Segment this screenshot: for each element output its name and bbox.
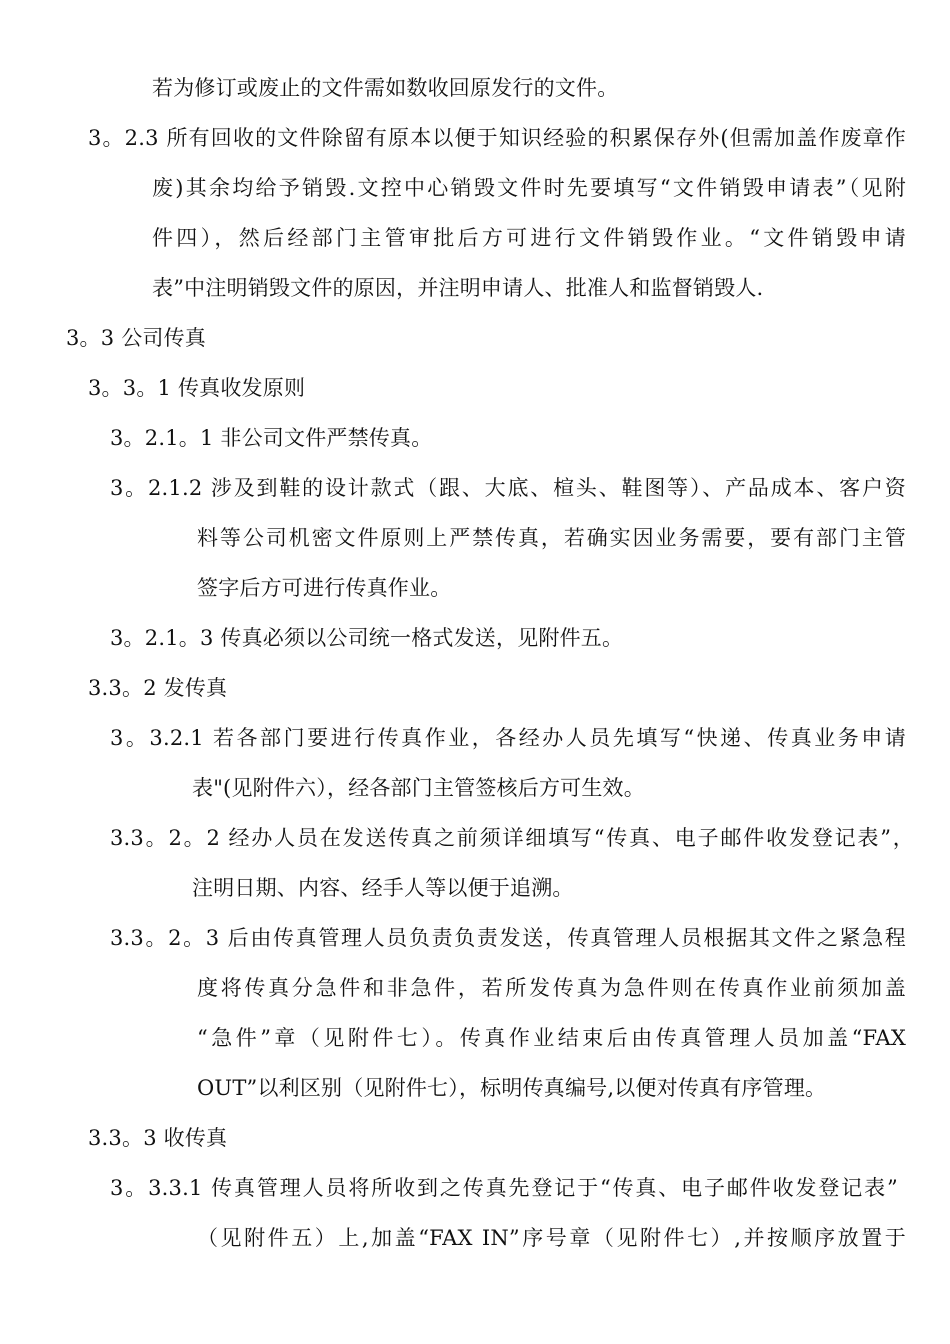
text-line: 度将传真分急件和非急件，若所发传真为急件则在传真作业前须加盖 <box>197 976 906 1000</box>
section-heading: 3。3 公司传真 <box>66 326 206 350</box>
subsection-heading: 3。3。1 传真收发原则 <box>88 376 306 400</box>
subsection-heading: 3.3。2 发传真 <box>88 676 228 700</box>
text-line: 签字后方可进行传真作业。 <box>197 576 452 600</box>
text-line: 3。3.3.1 传真管理人员将所收到之传真先登记于“传真、电子邮件收发登记表” <box>110 1176 898 1200</box>
text-line: 废)其余均给予销毁.文控中心销毁文件时先要填写“文件销毁申请表”（见附 <box>152 176 906 200</box>
subsection-heading: 3.3。3 收传真 <box>88 1126 228 1150</box>
text-line: 3.3。2。2 经办人员在发送传真之前须详细填写“传真、电子邮件收发登记表”， <box>110 826 914 850</box>
text-line: OUT”以利区别（见附件七），标明传真编号,以便对传真有序管理。 <box>197 1076 827 1100</box>
text-line: 3。2.1.2 涉及到鞋的设计款式（跟、大底、楦头、鞋图等）、产品成本、客户资 <box>110 476 906 500</box>
text-line: 3。3.2.1 若各部门要进行传真作业，各经办人员先填写“快递、传真业务申请 <box>110 726 906 750</box>
text-line: 3。2.1。1 非公司文件严禁传真。 <box>110 426 433 450</box>
text-line: 表”中注明销毁文件的原因，并注明申请人、批准人和监督销毁人. <box>152 276 764 300</box>
text-line: 表"(见附件六），经各部门主管签核后方可生效。 <box>192 776 645 800</box>
text-line: “急件”章（见附件七）。传真作业结束后由传真管理人员加盖“FAX <box>197 1026 906 1050</box>
text-line: 若为修订或废止的文件需如数收回原发行的文件。 <box>152 76 619 100</box>
text-line: 料等公司机密文件原则上严禁传真，若确实因业务需要，要有部门主管 <box>197 526 906 550</box>
text-line: （见附件五）上,加盖“FAX IN”序号章（见附件七）,并按顺序放置于 <box>197 1226 906 1250</box>
text-line: 注明日期、内容、经手人等以便于追溯。 <box>192 876 574 900</box>
text-line: 件四），然后经部门主管审批后方可进行文件销毁作业。“文件销毁申请 <box>152 226 906 250</box>
text-line: 3。2.3 所有回收的文件除留有原本以便于知识经验的积累保存外(但需加盖作废章作 <box>88 126 906 150</box>
text-line: 3.3。2。3 后由传真管理人员负责负责发送，传真管理人员根据其文件之紧急程 <box>110 926 906 950</box>
text-line: 3。2.1。3 传真必须以公司统一格式发送，见附件五。 <box>110 626 624 650</box>
